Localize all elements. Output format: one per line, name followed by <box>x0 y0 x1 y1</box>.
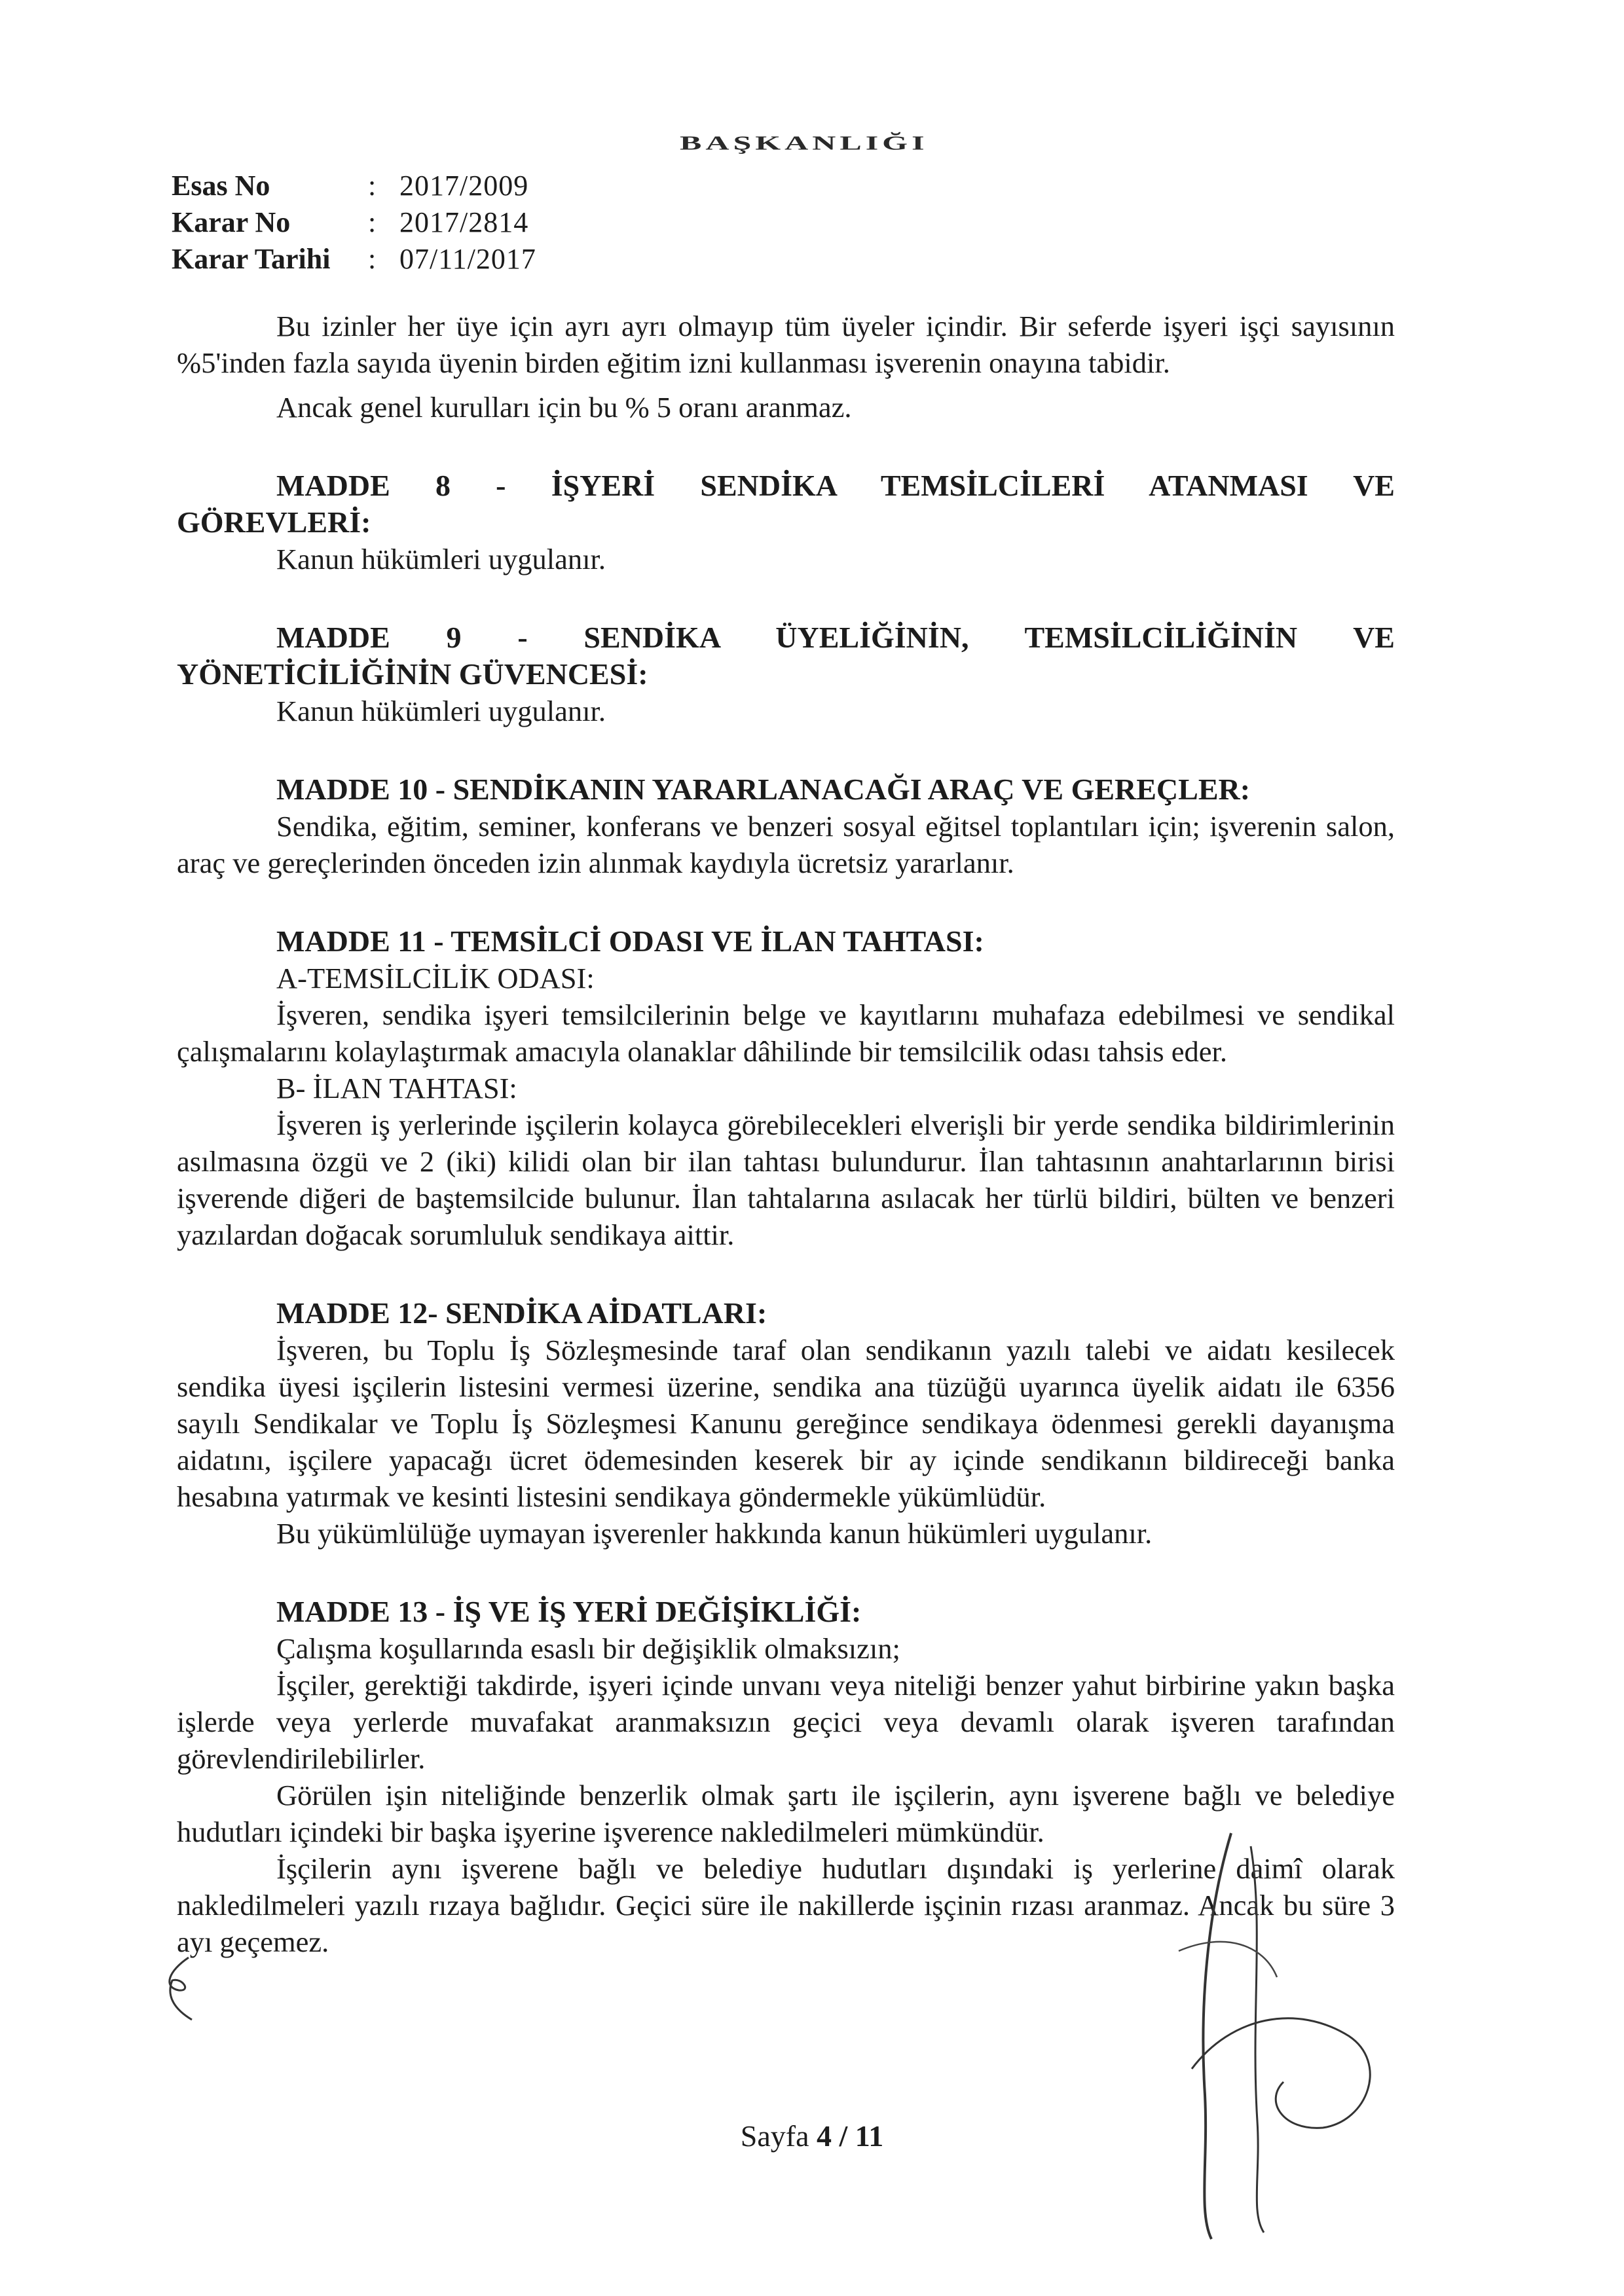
madde-10-title: MADDE 10 - SENDİKANIN YARARLANACAĞI ARAÇ VE GEREÇLER: <box>276 773 1251 806</box>
intro-paragraph: Bu izinler her üye için ayrı ayrı olmayıp tüm üyeler içindir. Bir seferde işyeri işçi sayısının %5'inden fazla sayıda üyenin birden eğitim izni kullanması işverenin onayına tabidir. <box>177 310 1395 379</box>
meta-label: Karar Tarihi <box>172 243 331 275</box>
madde-11-body-b: İşveren iş yerlerinde işçilerin kolayca görebilecekleri elverişli bir yerde sendika bildirimlerinin asılmasına özgü ve 2 (iki) kilidi olan bir ilan tahtası bulundurur. İlan tahtasının anahtarlarının birisi işverende diğeri de baştemsilcide bulunur. İlan tahtalarına asılacak her türlü bildiri, bülten ve benzeri yazılardan doğacak sorumluluk sendikaya aittir. <box>177 1108 1395 1251</box>
case-meta <box>172 168 536 278</box>
document-body <box>177 308 1395 1960</box>
page-separator: / <box>839 2119 848 2153</box>
intro-paragraph-2: Ancak genel kurulları için bu % 5 oranı aranmaz. <box>276 391 852 424</box>
page-current: 4 <box>817 2119 832 2153</box>
madde-8-body: Kanun hükümleri uygulanır. <box>276 543 606 575</box>
madde-13-body-2: İşçiler, gerektiği takdirde, işyeri içinde unvanı veya niteliği benzer yahut birbirine yakın başka işlerde veya yerlerde muvafakat aranmaksızın geçici veya devamlı olarak işveren tarafından görevlendirilebilirler. <box>177 1669 1395 1775</box>
madde-13-body-3: Görülen işin niteliğinde benzerlik olmak şartı ile işçilerin, aynı işverene bağlı ve belediye hudutları içindeki bir başka işyerine işverence nakledilmeleri mümkündür. <box>177 1779 1395 1848</box>
madde-12-title: MADDE 12- SENDİKA AİDATLARI: <box>276 1296 767 1330</box>
meta-sep: : <box>368 170 377 202</box>
meta-value: 2017/2814 <box>399 206 529 238</box>
meta-sep: : <box>368 206 377 238</box>
madde-11-sub-a: A-TEMSİLCİLİK ODASI: <box>276 962 595 994</box>
meta-label: Esas No <box>172 170 270 202</box>
madde-10-body: Sendika, eğitim, seminer, konferans ve benzeri sosyal eğitsel toplantıları için; işverenin salon, araç ve gereçlerinden önceden izin alınmak kaydıyla ücretsiz yararlanır. <box>177 810 1395 879</box>
header-fragment: BAŞKANLIĞI <box>680 131 929 155</box>
madde-13-title: MADDE 13 - İŞ VE İŞ YERİ DEĞİŞİKLİĞİ: <box>276 1595 862 1628</box>
meta-row-karar <box>172 204 536 241</box>
meta-value: 2017/2009 <box>399 170 529 202</box>
meta-sep: : <box>368 243 377 275</box>
meta-row-esas <box>172 168 536 204</box>
signature-mark <box>1153 1820 1454 2252</box>
page-footer <box>0 2119 1624 2153</box>
meta-value: 07/11/2017 <box>399 243 536 275</box>
madde-8-title: MADDE 8 - İŞYERİ SENDİKA TEMSİLCİLERİ ATANMASI VE <box>276 469 1395 502</box>
page-label: Sayfa <box>740 2119 809 2153</box>
madde-9-body: Kanun hükümleri uygulanır. <box>276 695 606 727</box>
madde-8-title-cont: GÖREVLERİ: <box>177 505 371 539</box>
madde-11-body-a: İşveren, sendika işyeri temsilcilerinin belge ve kayıtlarını muhafaza edebilmesi ve sendikal çalışmalarını kolaylaştırmak amacıyla olanaklar dâhilinde bir temsilcilik odası tahsis eder. <box>177 998 1395 1068</box>
madde-12-body: İşveren, bu Toplu İş Sözleşmesinde taraf olan sendikanın yazılı talebi ve aidatı kesilecek sendika üyesi işçilerin listesini vermesi üzerine, sendika ana tüzüğü uyarınca üyelik aidatı ile 6356 sayılı Sendikalar ve Toplu İş Sözleşmesi Kanunu gereğince sendikaya ödenmesi gerekli dayanışma aidatını, işçilere yapacağı ücret ödemesinden keserek bir ay içinde sendikanın bildireceği banka hesabına yatırmak ve kesinti listesini sendikaya göndermekle yükümlüdür. <box>177 1334 1395 1513</box>
madde-9-title-cont: YÖNETİCİLİĞİNİN GÜVENCESİ: <box>177 657 648 691</box>
margin-initial-mark <box>156 1951 202 2023</box>
madde-11-title: MADDE 11 - TEMSİLCİ ODASI VE İLAN TAHTASI: <box>276 924 984 958</box>
meta-label: Karar No <box>172 206 291 238</box>
meta-row-tarih <box>172 241 536 278</box>
madde-13-body-1: Çalışma koşullarında esaslı bir değişiklik olmaksızın; <box>276 1632 900 1665</box>
madde-12-body-2: Bu yükümlülüğe uymayan işverenler hakkında kanun hükümleri uygulanır. <box>276 1517 1153 1550</box>
madde-13-body-4: İşçilerin aynı işverene bağlı ve belediye hudutları dışındaki iş yerlerine daimî olarak nakledilmeleri yazılı rızaya bağlıdır. Geçici süre ile nakillerde işçinin rızası aranmaz. Ancak bu süre 3 ayı geçemez. <box>177 1852 1395 1958</box>
page-total: 11 <box>855 2119 884 2153</box>
madde-11-sub-b: B- İLAN TAHTASI: <box>276 1072 517 1104</box>
madde-9-title: MADDE 9 - SENDİKA ÜYELİĞİNİN, TEMSİLCİLİĞİNİN VE <box>276 621 1395 654</box>
